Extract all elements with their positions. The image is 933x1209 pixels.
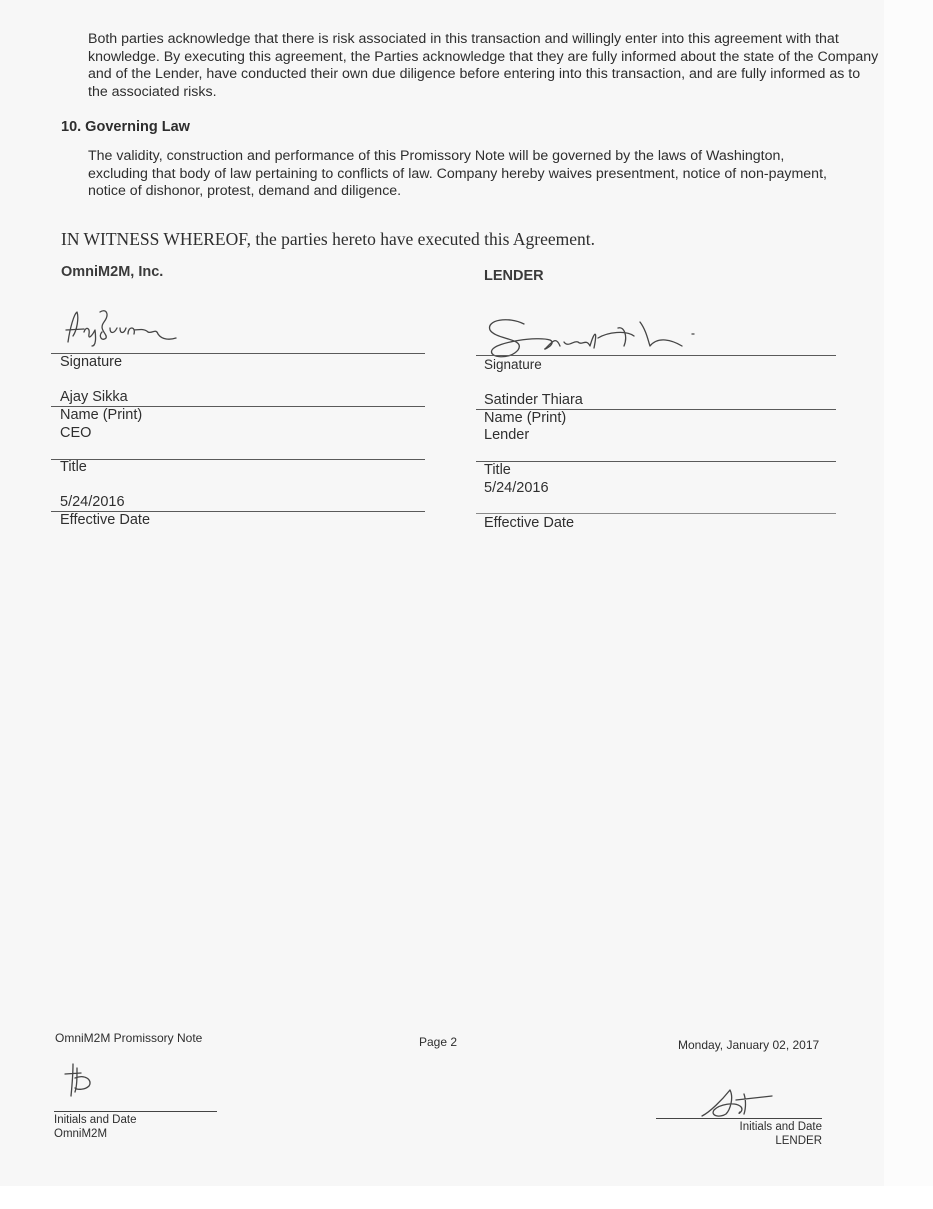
lender-date-value: 5/24/2016: [484, 480, 549, 496]
lender-initials-party: LENDER: [775, 1135, 822, 1147]
lender-title-line: [476, 461, 836, 462]
witness-statement: IN WITNESS WHEREOF, the parties hereto have executed this Agreement.: [61, 229, 595, 249]
lender-initials-image: [700, 1086, 776, 1120]
governing-law-paragraph: The validity, construction and performance of this Promissory Note will be governed by the laws of Washington, excluding that body of law pertaining to conflicts of law. Company hereby waives presentment, notice of non-payment, notice of dishonor, protest, demand and diligence.: [88, 148, 827, 200]
company-signature-label: Signature: [60, 354, 123, 370]
company-name-label: Name (Print): [60, 407, 143, 423]
footer-page-number: Page 2: [419, 1035, 458, 1049]
page-margin-strip: [884, 0, 933, 1186]
lender-date-line: [476, 513, 836, 514]
company-initials-image: [63, 1060, 103, 1100]
lender-signature-label: Signature: [484, 357, 542, 372]
lender-title-value: Lender: [484, 427, 530, 443]
company-title-label: Title: [60, 459, 87, 475]
company-date-value: 5/24/2016: [60, 494, 125, 510]
company-title-value: CEO: [60, 425, 92, 441]
company-signature-image: [62, 306, 182, 348]
lender-date-label: Effective Date: [484, 515, 575, 531]
lender-title-label: Title: [484, 462, 511, 478]
governing-law-heading: 10. Governing Law: [61, 119, 190, 135]
risk-paragraph: Both parties acknowledge that there is risk associated in this transaction and willingly enter into this agreement with that knowledge. By executing this agreement, the Parties acknowledge that they are fully informed about the state of the Company and of the Lender, have conducted their own due diligence before entering into this transaction, and are fully informed as to the associated risks.: [88, 31, 879, 100]
lender-party-name: LENDER: [484, 268, 544, 284]
company-name-value: Ajay Sikka: [60, 389, 128, 405]
company-party-name: OmniM2M, Inc.: [61, 264, 164, 280]
footer-document-name: OmniM2M Promissory Note: [55, 1031, 203, 1045]
company-initials-party: OmniM2M: [54, 1128, 108, 1140]
lender-initials-line: [656, 1118, 822, 1119]
footer-print-date: Monday, January 02, 2017: [678, 1038, 820, 1052]
company-title-line: [51, 459, 425, 460]
lender-signature-line: [476, 355, 836, 356]
lender-name-label: Name (Print): [484, 410, 567, 426]
company-date-label: Effective Date: [60, 512, 151, 528]
company-initials-line: [54, 1111, 217, 1112]
company-initials-label: Initials and Date: [54, 1114, 137, 1126]
lender-initials-label: Initials and Date: [739, 1121, 822, 1133]
lender-name-value: Satinder Thiara: [484, 392, 583, 408]
